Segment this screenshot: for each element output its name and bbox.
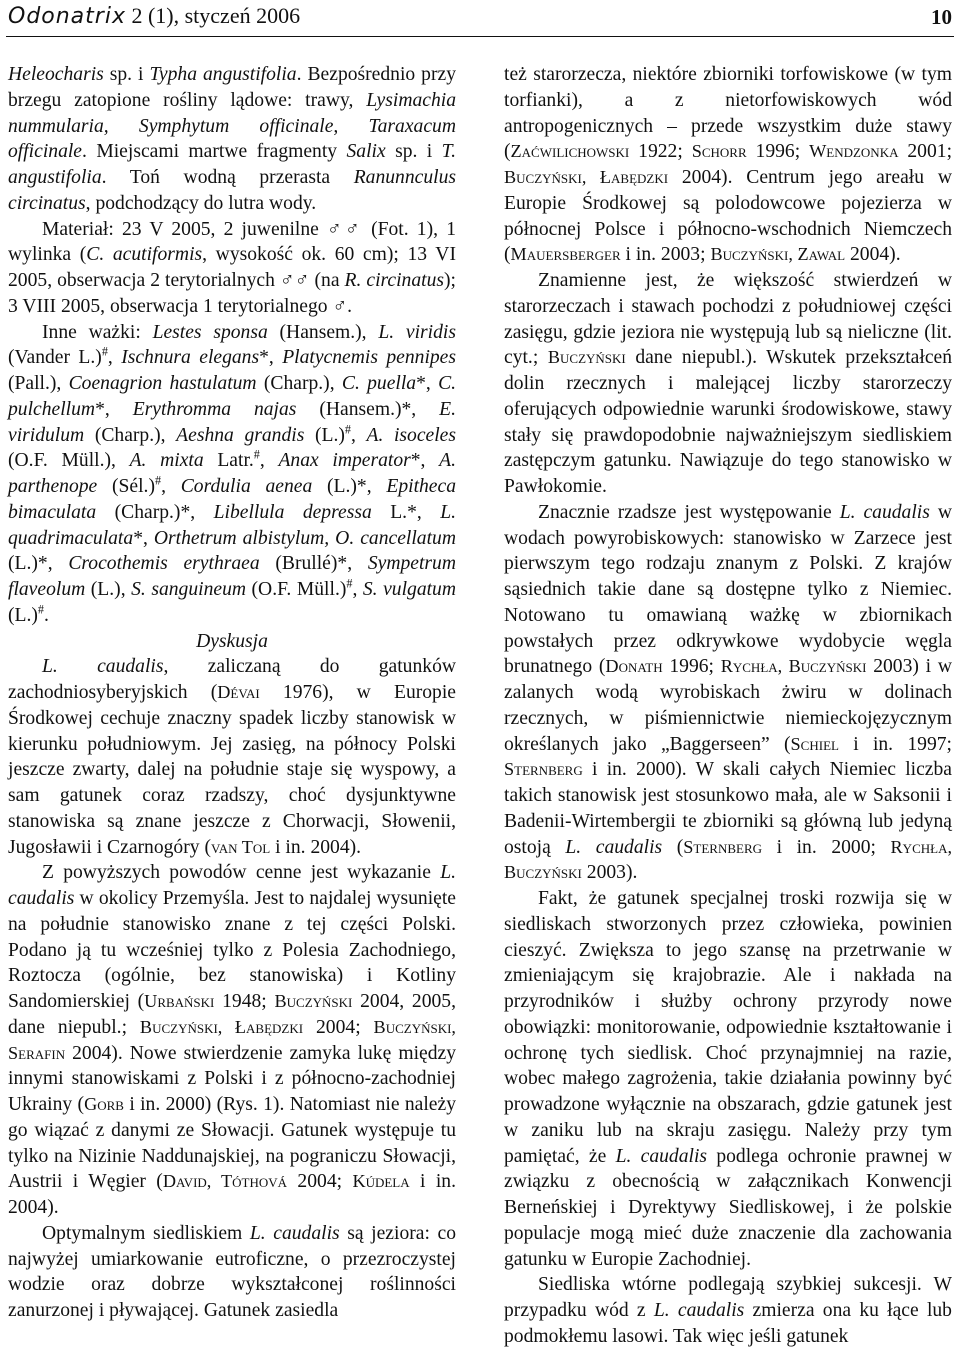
paragraph-oxbows-ponds: Znamienne jest, że większość stwierdzeń w starorzeczach i stawach pochodzi z południowej części zasięgu, gdzie jeziora nie występują lub są nieliczne (lit. cyt.; Buczyński dane niepubl.). Wskutek przekształceń dolin rzecznych i malejącej liczby starorzeczy oferujących odpowiednie warunki środowiskowe, stawy stały się prawdopodobnie najważniejszym siedliskiem zastępczym gatunku. Nawiązuje do tego stanowisko w Pawłokomie.: [504, 270, 953, 497]
paragraph-discussion-3: Optymalnym siedliskiem L. caudalis są jeziora: co najwyżej umiarkowanie eutroficzne, o przezroczystej wodzie oraz dobrze wykształconej roślinności zanurzonej i pływającej. Gatunek zasiedla: [8, 1222, 457, 1321]
paragraph-post-mining-waters: Znacznie rzadsze jest występowanie L. caudalis w wodach powyrobiskowych: stanowisko w Zarzece jest pierwszym tego rodzaju znanym z Polski. Z krajów sąsiednich takie dane są dostępne tylko z Niemiec. Notowano tu omawianą ważkę w zbiornikach powstałych przez odkrywkowe wydobycie węgla brunatnego (Donath 1996; Rychła, Buczyński 2003) i w zalanych wodą wyrobiskach żwiru w dolinach rzecznych, w piśmiennictwie niemieckojęzycznym określanych jako „Baggerseen” (Schiel i in. 1997; Sternberg i in. 2000). W skali całych Niemiec liczba takich stanowisk jest stosunkowo mała, ale w Saksonii i Badenii-Wirtembergii te zbiorniki są główną lub jedyną ostoją L. caudalis (Sternberg i in. 2000; Rychła, Buczyński 2003).: [504, 501, 953, 884]
right-column: [504, 62, 952, 1350]
paragraph-material: Materiał: 23 V 2005, 2 juwenilne ♂♂ (Fot. 1), 1 wylinka (C. acutiformis, wysokość ok. 60 cm); 13 VI 2005, obserwacja 2 terytorialnych ♂♂ (na R. circinatus); 3 VIII 2005, obserwacja 1 terytorialnego ♂.: [8, 218, 456, 317]
paragraph-discussion-2: Z powyższych powodów cenne jest wykazanie L. caudalis w okolicy Przemyśla. Jest to najdalej wysunięte na południe stanowisko znane z tej części Polski. Podano ją tu wcześniej tylko z Polesia Zachodniego, Roztocza (ogólnie, bez stanowiska) i Kotliny Sandomierskiej (Urbański 1948; Buczyński 2004, 2005, dane niepubl.; Buczyński, Łabędzki 2004; Buczyński, Serafin 2004). Nowe stwierdzenie zamyka lukę między innymi stanowiskami z Polski i z północno-zachodniej Ukrainy (Gorb i in. 2000) (Rys. 1). Natomiast nie należy go wiązać z danymi ze Słowacji. Gatunek występuje tu tylko na Nizinie Naddunajskiej, na pograniczu Słowacji, Austrii i Węgier (David, Tóthová 2004; Kúdela i in. 2004).: [8, 862, 456, 1218]
left-column: [8, 62, 456, 1324]
paragraph-succession: Siedliska wtórne podlegają szybkiej sukcesji. W przypadku wód z L. caudalis zmierza ona ku łące lub podmokłemu lasowi. Tak więc jeśli gatunek: [504, 1274, 952, 1347]
paragraph-habitats-continued: też starorzecza, niektóre zbiorniki torfowiskowe (w tym torfianki), a z nietorfowiskowych wód antropogenicznych – przede wszystkim duże stawy (Zaćwilichowski 1922; Schorr 1996; Wendzonka 2001; Buczyński, Łabędzki 2004). Centrum jego areału w Europie Środkowej są polodowcowe pojezierza w północnej Polsce i północno-wschodnich Niemczech (Mauersberger i in. 2003; Buczyński, Zawal 2004).: [504, 64, 953, 266]
issue-info: 2 (1), styczeń 2006: [131, 3, 301, 28]
paragraph-habitat: Heleocharis sp. i Typha angustifolia. Bezpośrednio przy brzegu zatopione rośliny lądowe: trawy, Lysimachia nummularia, Symphytum officinale, Taraxacum officinale. Miejscami martwe fragmenty Salix sp. i T. angustifolia. Toń wodną przerasta Ranunnculus circinatus, podchodzący do lutra wody.: [8, 64, 457, 214]
paragraph-other-species: Inne ważki: Lestes sponsa (Hansem.), L. viridis (Vander L.)#, Ischnura elegans*, Platycnemis pennipes (Pall.), Coenagrion hastulatum (Charp.), C. puella*, C. pulchellum*, Erythromma najas (Hansem.)*, E. viridulum (Charp.), Aeshna grandis (L.)#, A. isoceles (O.F. Müll.), A. mixta Latr.#, Anax imperator*, A. parthenope (Sél.)#, Cordulia aenea (L.)*, Epitheca bimaculata (Charp.)*, Libellula depressa L.*, L. quadrimaculata*, Orthetrum albistylum, O. cancellatum (L.)*, Crocothemis erythraea (Brullé)*, Sympetrum flaveolum (L.), S. sanguineum (O.F. Müll.)#, S. vulgatum (L.)#.: [8, 321, 457, 626]
page-header: [6, 0, 954, 37]
page-number: 10: [931, 5, 952, 29]
journal-name: Odonatrix: [8, 4, 126, 29]
paragraph-discussion-1: L. caudalis, zaliczaną do gatunków zachodniosyberyjskich (Dévai 1976), w Europie Środkowej cechuje znaczny spadek liczby stanowisk w kierunku południowym. Jej zasięg, na północy Polski jeszcze zwarty, dalej na południe staje się wyspowy, a sam gatunek coraz rzadszy, choć dysjunktywne stanowiska są znane jeszcze z Chorwacji, Słowenii, Jugosławii i Czarnogóry (van Tol i in. 2004).: [8, 656, 457, 858]
journal-issue: [8, 3, 300, 30]
section-heading-discussion: Dyskusja: [196, 630, 268, 652]
paragraph-conservation: Fakt, że gatunek specjalnej troski rozwija się w siedliskach stworzonych przez człowieka, powinien cieszyć. Zwiększa to jego szansę na przetrwanie w zmieniającym się krajobrazie. Ale i nakłada na przyrodników i służby ochrony przyrody nowe obowiązki: monitorowanie, odpowiednie kształtowanie i ochronę tych siedlisk. Choć przynajmniej na razie, wobec małego zagrożenia, takie działania powinny być prowadzone wyłącznie na obszarach, gdzie gatunek jest w zaniku lub na skraju zasięgu. Należy przy tym pamiętać, że L. caudalis podlega ochronie prawnej w związku z obecnością w załącznikach Konwencji Berneńskiej i Dyrektywy Siedliskowej, i że polskie populacje mogą mieć duże znaczenie dla zachowania gatunku w Europie Zachodniej.: [504, 888, 952, 1270]
